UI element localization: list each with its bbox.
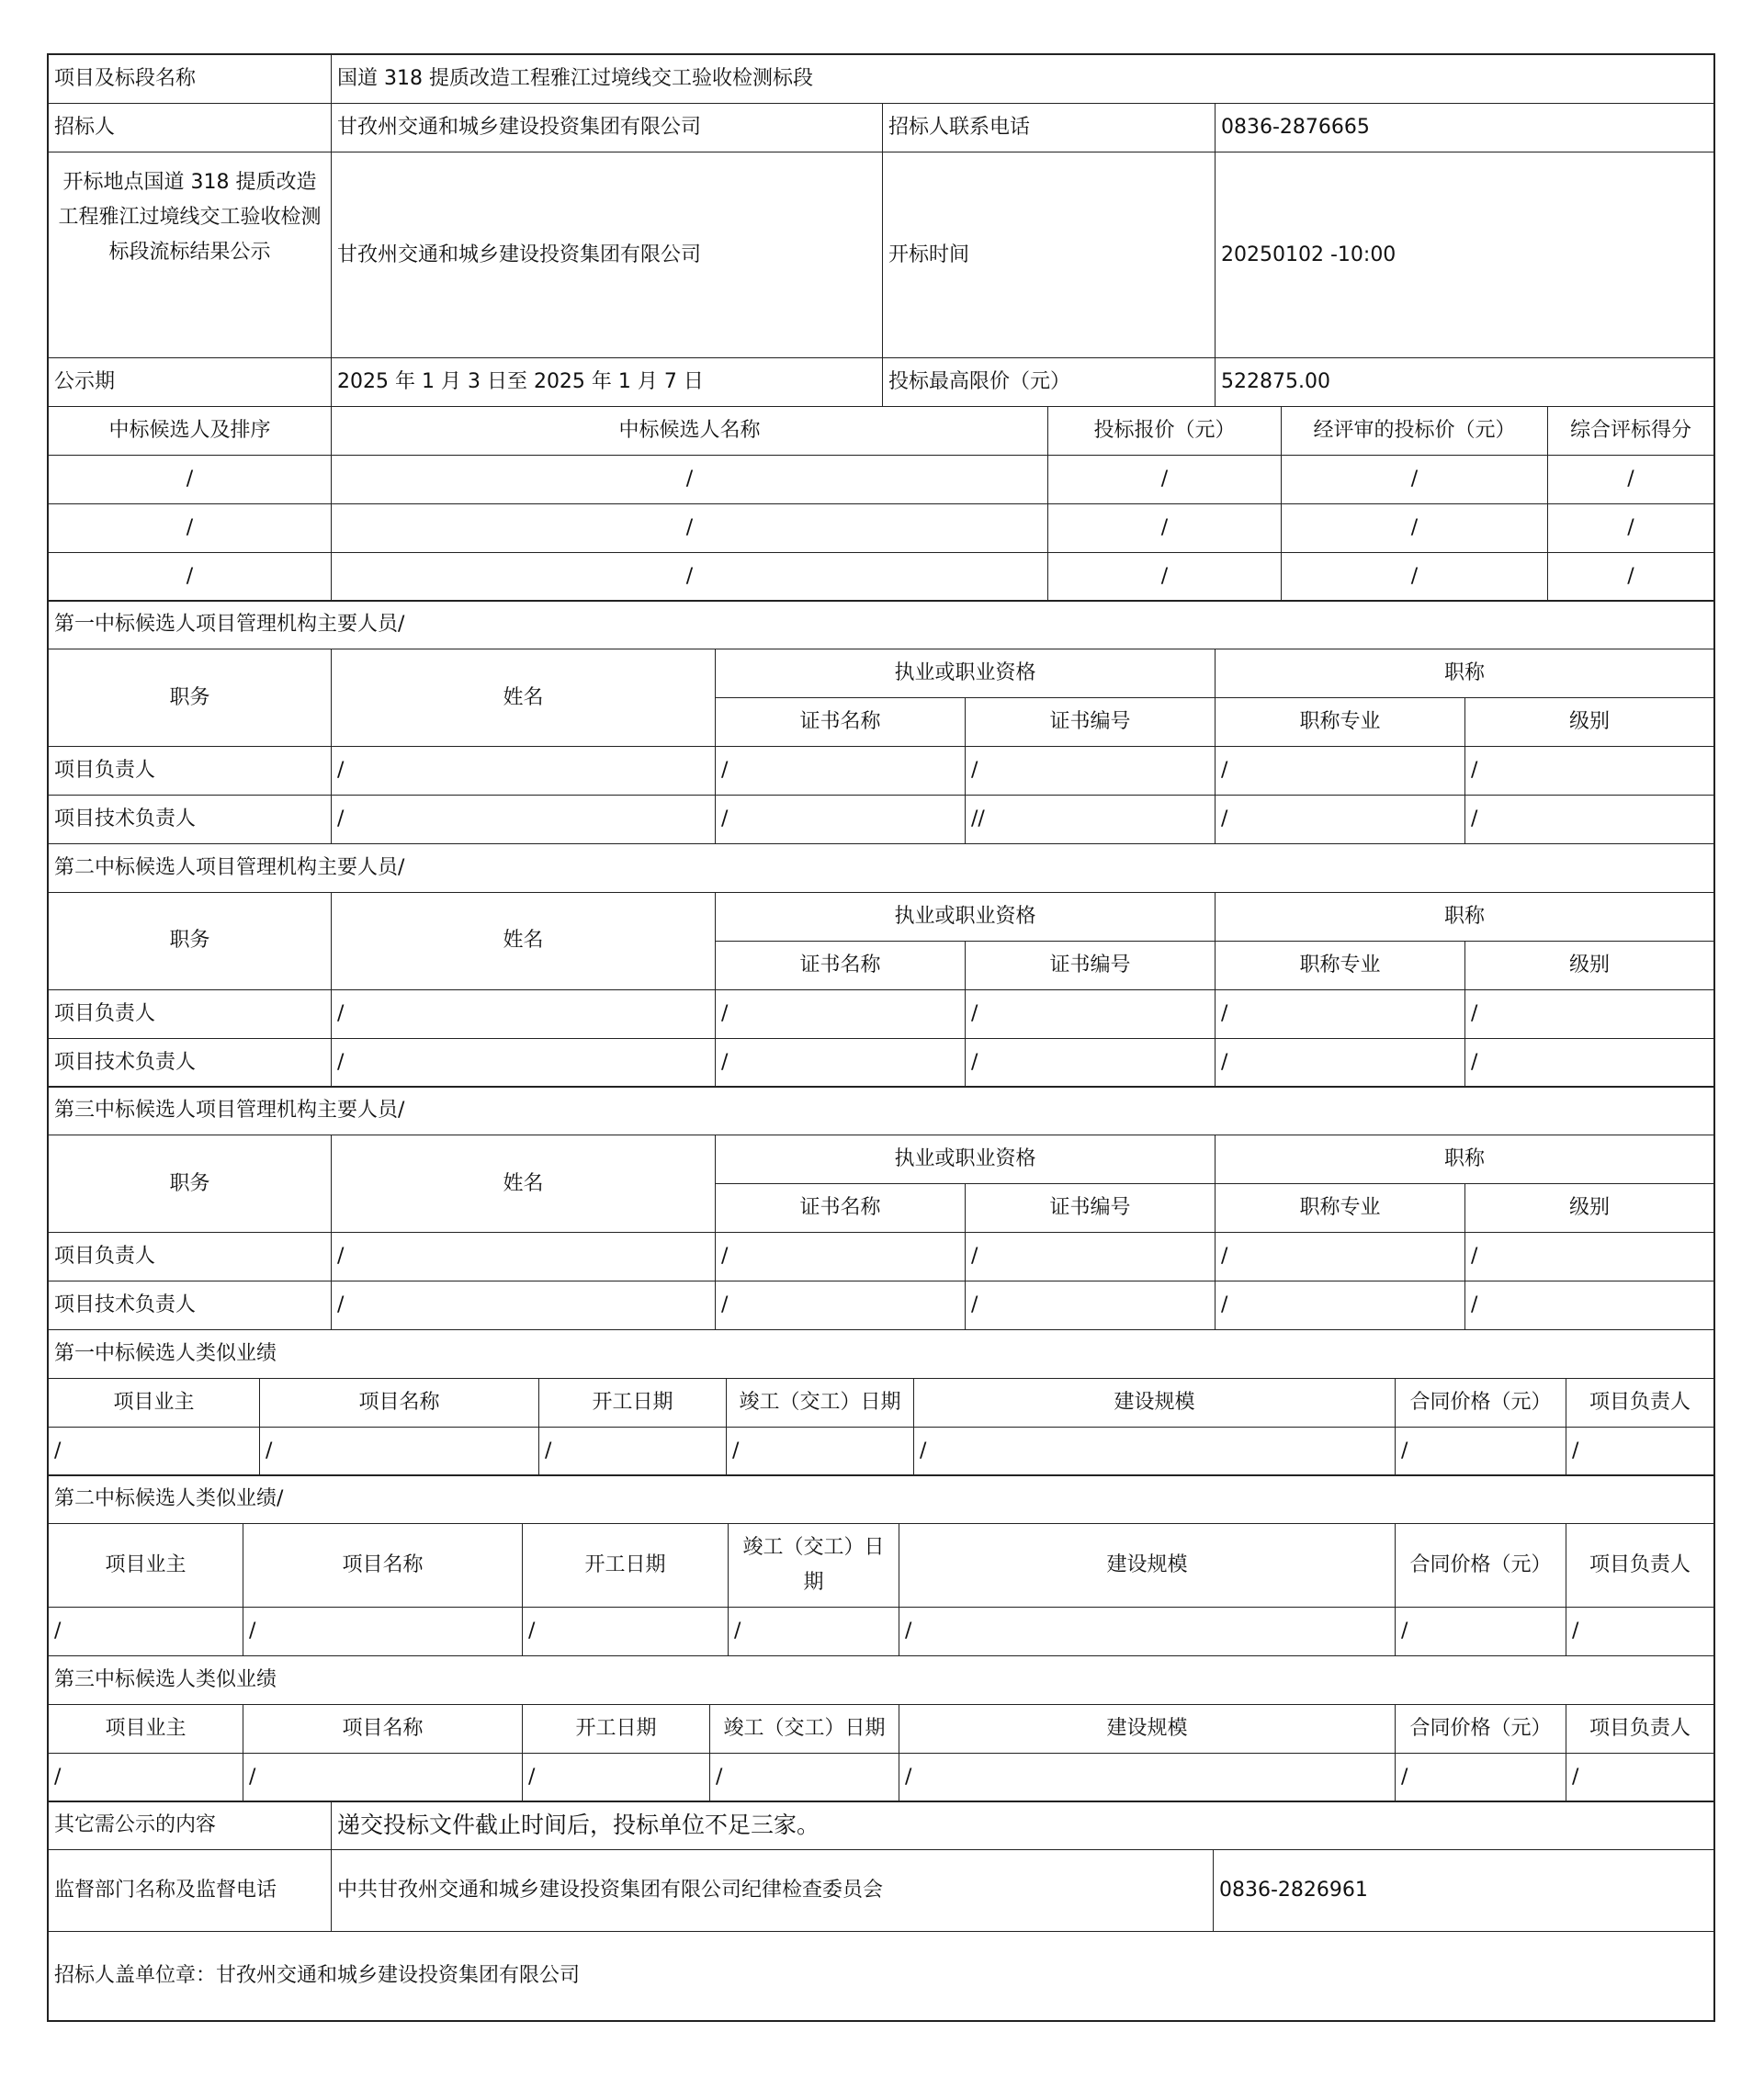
staff-cell: /	[1465, 989, 1714, 1038]
supervisor-label: 监督部门名称及监督电话	[49, 1850, 332, 1932]
project-label: 项目及标段名称	[49, 55, 332, 104]
candidate-cell: /	[1048, 503, 1282, 552]
perf-cell: /	[899, 1608, 1396, 1656]
staff-cell: /	[1465, 1233, 1714, 1281]
candidates-header: 中标候选人及排序	[49, 406, 332, 455]
perf-cell: /	[1396, 1608, 1566, 1656]
perf-cell: /	[1396, 1753, 1566, 1801]
perf-header: 项目业主	[49, 1378, 260, 1427]
title-header: 职称	[1216, 1135, 1714, 1184]
cert-no-header: 证书编号	[966, 1184, 1216, 1233]
perf-cell: /	[729, 1608, 899, 1656]
perf-cell: /	[727, 1427, 914, 1475]
staff-cell: /	[966, 1281, 1216, 1330]
staff-table-1	[48, 600, 1714, 844]
table-row	[49, 796, 1714, 844]
perf-cell: /	[1566, 1608, 1714, 1656]
performance-table-1	[48, 1329, 1714, 1476]
title-major-header: 职称专业	[1216, 1184, 1465, 1233]
staff-cell: 项目技术负责人	[49, 796, 332, 844]
perf-header: 项目名称	[260, 1378, 539, 1427]
max-price-label: 投标最高限价（元）	[883, 358, 1216, 407]
candidate-cell: /	[49, 552, 332, 601]
candidate-cell: /	[1048, 455, 1282, 503]
candidates-header: 综合评标得分	[1548, 406, 1714, 455]
period-value: 2025 年 1 月 3 日至 2025 年 1 月 7 日	[332, 358, 883, 407]
candidates-table	[48, 406, 1714, 602]
perf-cell: /	[260, 1427, 539, 1475]
staff-cell: /	[716, 1281, 966, 1330]
staff-cell: /	[332, 989, 716, 1038]
qualification-header: 执业或职业资格	[716, 892, 1216, 941]
title-header: 职称	[1216, 649, 1714, 698]
table-row	[49, 1753, 1714, 1801]
candidate-cell: /	[1548, 455, 1714, 503]
staff-cell: 项目技术负责人	[49, 1038, 332, 1087]
candidate-cell: /	[1282, 455, 1548, 503]
name-header: 姓名	[332, 649, 716, 747]
perf-cell: /	[243, 1608, 523, 1656]
staff-cell: /	[1465, 747, 1714, 796]
staff-cell: /	[332, 1281, 716, 1330]
staff-cell: /	[1216, 989, 1465, 1038]
name-header: 姓名	[332, 1135, 716, 1233]
other-label: 其它需公示的内容	[49, 1801, 332, 1850]
staff-cell: 项目负责人	[49, 747, 332, 796]
open-time-value: 20250102 -10:00	[1216, 152, 1714, 358]
perf-header: 竣工（交工）日期	[729, 1524, 899, 1608]
staff-cell: /	[1216, 747, 1465, 796]
seal-label: 招标人盖单位章：甘孜州交通和城乡建设投资集团有限公司	[49, 1932, 1714, 2021]
section-title: 第二中标候选人项目管理机构主要人员/	[49, 843, 1714, 892]
staff-table-2	[48, 843, 1714, 1088]
section-title: 第一中标候选人项目管理机构主要人员/	[49, 601, 1714, 649]
staff-cell: /	[966, 747, 1216, 796]
candidate-cell: /	[1282, 503, 1548, 552]
staff-cell: /	[966, 989, 1216, 1038]
perf-cell: /	[710, 1753, 899, 1801]
table-row	[49, 1038, 1714, 1087]
level-header: 级别	[1465, 941, 1714, 989]
supervisor-phone: 0836-2826961	[1214, 1850, 1714, 1932]
perf-header: 项目负责人	[1566, 1704, 1714, 1753]
staff-cell: /	[1465, 796, 1714, 844]
staff-cell: /	[1465, 1038, 1714, 1087]
perf-header: 开工日期	[523, 1704, 710, 1753]
staff-cell: /	[1216, 1281, 1465, 1330]
candidate-cell: /	[332, 455, 1048, 503]
perf-header: 开工日期	[523, 1524, 729, 1608]
table-row	[49, 1233, 1714, 1281]
candidates-header: 投标报价（元）	[1048, 406, 1282, 455]
table-row	[49, 1281, 1714, 1330]
candidate-cell: /	[49, 455, 332, 503]
staff-cell: /	[966, 1233, 1216, 1281]
staff-cell: /	[716, 1233, 966, 1281]
perf-cell: /	[1396, 1427, 1566, 1475]
staff-cell: /	[716, 796, 966, 844]
perf-header: 建设规模	[899, 1524, 1396, 1608]
perf-header: 建设规模	[899, 1704, 1396, 1753]
staff-cell: /	[716, 747, 966, 796]
level-header: 级别	[1465, 698, 1714, 747]
cert-name-header: 证书名称	[716, 1184, 966, 1233]
period-label: 公示期	[49, 358, 332, 407]
location-label: 开标地点国道 318 提质改造工程雅江过境线交工验收检测标段流标结果公示	[49, 152, 332, 358]
perf-header: 合同价格（元）	[1396, 1524, 1566, 1608]
table-row	[49, 1608, 1714, 1656]
table-row	[49, 989, 1714, 1038]
perf-header: 项目业主	[49, 1704, 243, 1753]
candidate-cell: /	[1048, 552, 1282, 601]
bid-result-sheet	[47, 53, 1715, 2022]
perf-cell: /	[523, 1753, 710, 1801]
basic-info-table	[48, 54, 1714, 407]
staff-cell: /	[966, 1038, 1216, 1087]
tenderer-value: 甘孜州交通和城乡建设投资集团有限公司	[332, 104, 883, 152]
perf-cell: /	[49, 1608, 243, 1656]
staff-cell: //	[966, 796, 1216, 844]
title-header: 职称	[1216, 892, 1714, 941]
phone-value: 0836-2876665	[1216, 104, 1714, 152]
title-major-header: 职称专业	[1216, 698, 1465, 747]
performance-table-2	[48, 1474, 1714, 1656]
duty-header: 职务	[49, 649, 332, 747]
candidate-cell: /	[1548, 503, 1714, 552]
perf-cell: /	[523, 1608, 729, 1656]
duty-header: 职务	[49, 892, 332, 989]
phone-label: 招标人联系电话	[883, 104, 1216, 152]
project-value: 国道 318 提质改造工程雅江过境线交工验收检测标段	[332, 55, 1714, 104]
tenderer-label: 招标人	[49, 104, 332, 152]
perf-cell: /	[1566, 1753, 1714, 1801]
perf-header: 项目名称	[243, 1524, 523, 1608]
location-value: 甘孜州交通和城乡建设投资集团有限公司	[332, 152, 883, 358]
perf-cell: /	[899, 1753, 1396, 1801]
staff-cell: /	[1216, 1233, 1465, 1281]
staff-cell: /	[332, 1038, 716, 1087]
perf-cell: /	[49, 1427, 260, 1475]
qualification-header: 执业或职业资格	[716, 649, 1216, 698]
staff-cell: /	[716, 989, 966, 1038]
perf-header: 建设规模	[914, 1378, 1396, 1427]
staff-cell: /	[1216, 796, 1465, 844]
staff-cell: /	[716, 1038, 966, 1087]
staff-cell: /	[332, 796, 716, 844]
perf-cell: /	[243, 1753, 523, 1801]
table-row	[49, 455, 1714, 503]
candidates-header: 经评审的投标价（元）	[1282, 406, 1548, 455]
perf-cell: /	[914, 1427, 1396, 1475]
perf-header: 竣工（交工）日期	[710, 1704, 899, 1753]
cert-no-header: 证书编号	[966, 698, 1216, 747]
staff-cell: /	[1216, 1038, 1465, 1087]
candidate-cell: /	[332, 503, 1048, 552]
cert-no-header: 证书编号	[966, 941, 1216, 989]
section-title: 第一中标候选人类似业绩	[49, 1329, 1714, 1378]
perf-cell: /	[49, 1753, 243, 1801]
section-title: 第三中标候选人项目管理机构主要人员/	[49, 1087, 1714, 1135]
section-title: 第三中标候选人类似业绩	[49, 1655, 1714, 1704]
open-time-label: 开标时间	[883, 152, 1216, 358]
table-row	[49, 503, 1714, 552]
staff-cell: /	[1465, 1281, 1714, 1330]
supervisor-value: 中共甘孜州交通和城乡建设投资集团有限公司纪律检查委员会	[332, 1850, 1214, 1932]
table-row	[49, 1427, 1714, 1475]
perf-header: 项目业主	[49, 1524, 243, 1608]
cert-name-header: 证书名称	[716, 941, 966, 989]
level-header: 级别	[1465, 1184, 1714, 1233]
section-title: 第二中标候选人类似业绩/	[49, 1475, 1714, 1524]
candidates-header: 中标候选人名称	[332, 406, 1048, 455]
performance-table-3	[48, 1655, 1714, 1802]
candidate-cell: /	[332, 552, 1048, 601]
perf-header: 项目负责人	[1566, 1524, 1714, 1608]
staff-cell: /	[332, 1233, 716, 1281]
staff-cell: 项目负责人	[49, 989, 332, 1038]
cert-name-header: 证书名称	[716, 698, 966, 747]
staff-cell: 项目技术负责人	[49, 1281, 332, 1330]
staff-cell: /	[332, 747, 716, 796]
qualification-header: 执业或职业资格	[716, 1135, 1216, 1184]
perf-header: 合同价格（元）	[1396, 1378, 1566, 1427]
staff-cell: 项目负责人	[49, 1233, 332, 1281]
other-value: 递交投标文件截止时间后，投标单位不足三家。	[332, 1801, 1714, 1850]
candidate-cell: /	[1548, 552, 1714, 601]
staff-table-3	[48, 1086, 1714, 1330]
perf-header: 项目名称	[243, 1704, 523, 1753]
max-price-value: 522875.00	[1216, 358, 1714, 407]
candidate-cell: /	[49, 503, 332, 552]
duty-header: 职务	[49, 1135, 332, 1233]
table-row	[49, 747, 1714, 796]
perf-cell: /	[539, 1427, 727, 1475]
perf-cell: /	[1566, 1427, 1714, 1475]
perf-header: 合同价格（元）	[1396, 1704, 1566, 1753]
name-header: 姓名	[332, 892, 716, 989]
title-major-header: 职称专业	[1216, 941, 1465, 989]
perf-header: 竣工（交工）日期	[727, 1378, 914, 1427]
perf-header: 开工日期	[539, 1378, 727, 1427]
candidate-cell: /	[1282, 552, 1548, 601]
footer-table	[48, 1801, 1714, 2021]
table-row	[49, 552, 1714, 601]
perf-header: 项目负责人	[1566, 1378, 1714, 1427]
